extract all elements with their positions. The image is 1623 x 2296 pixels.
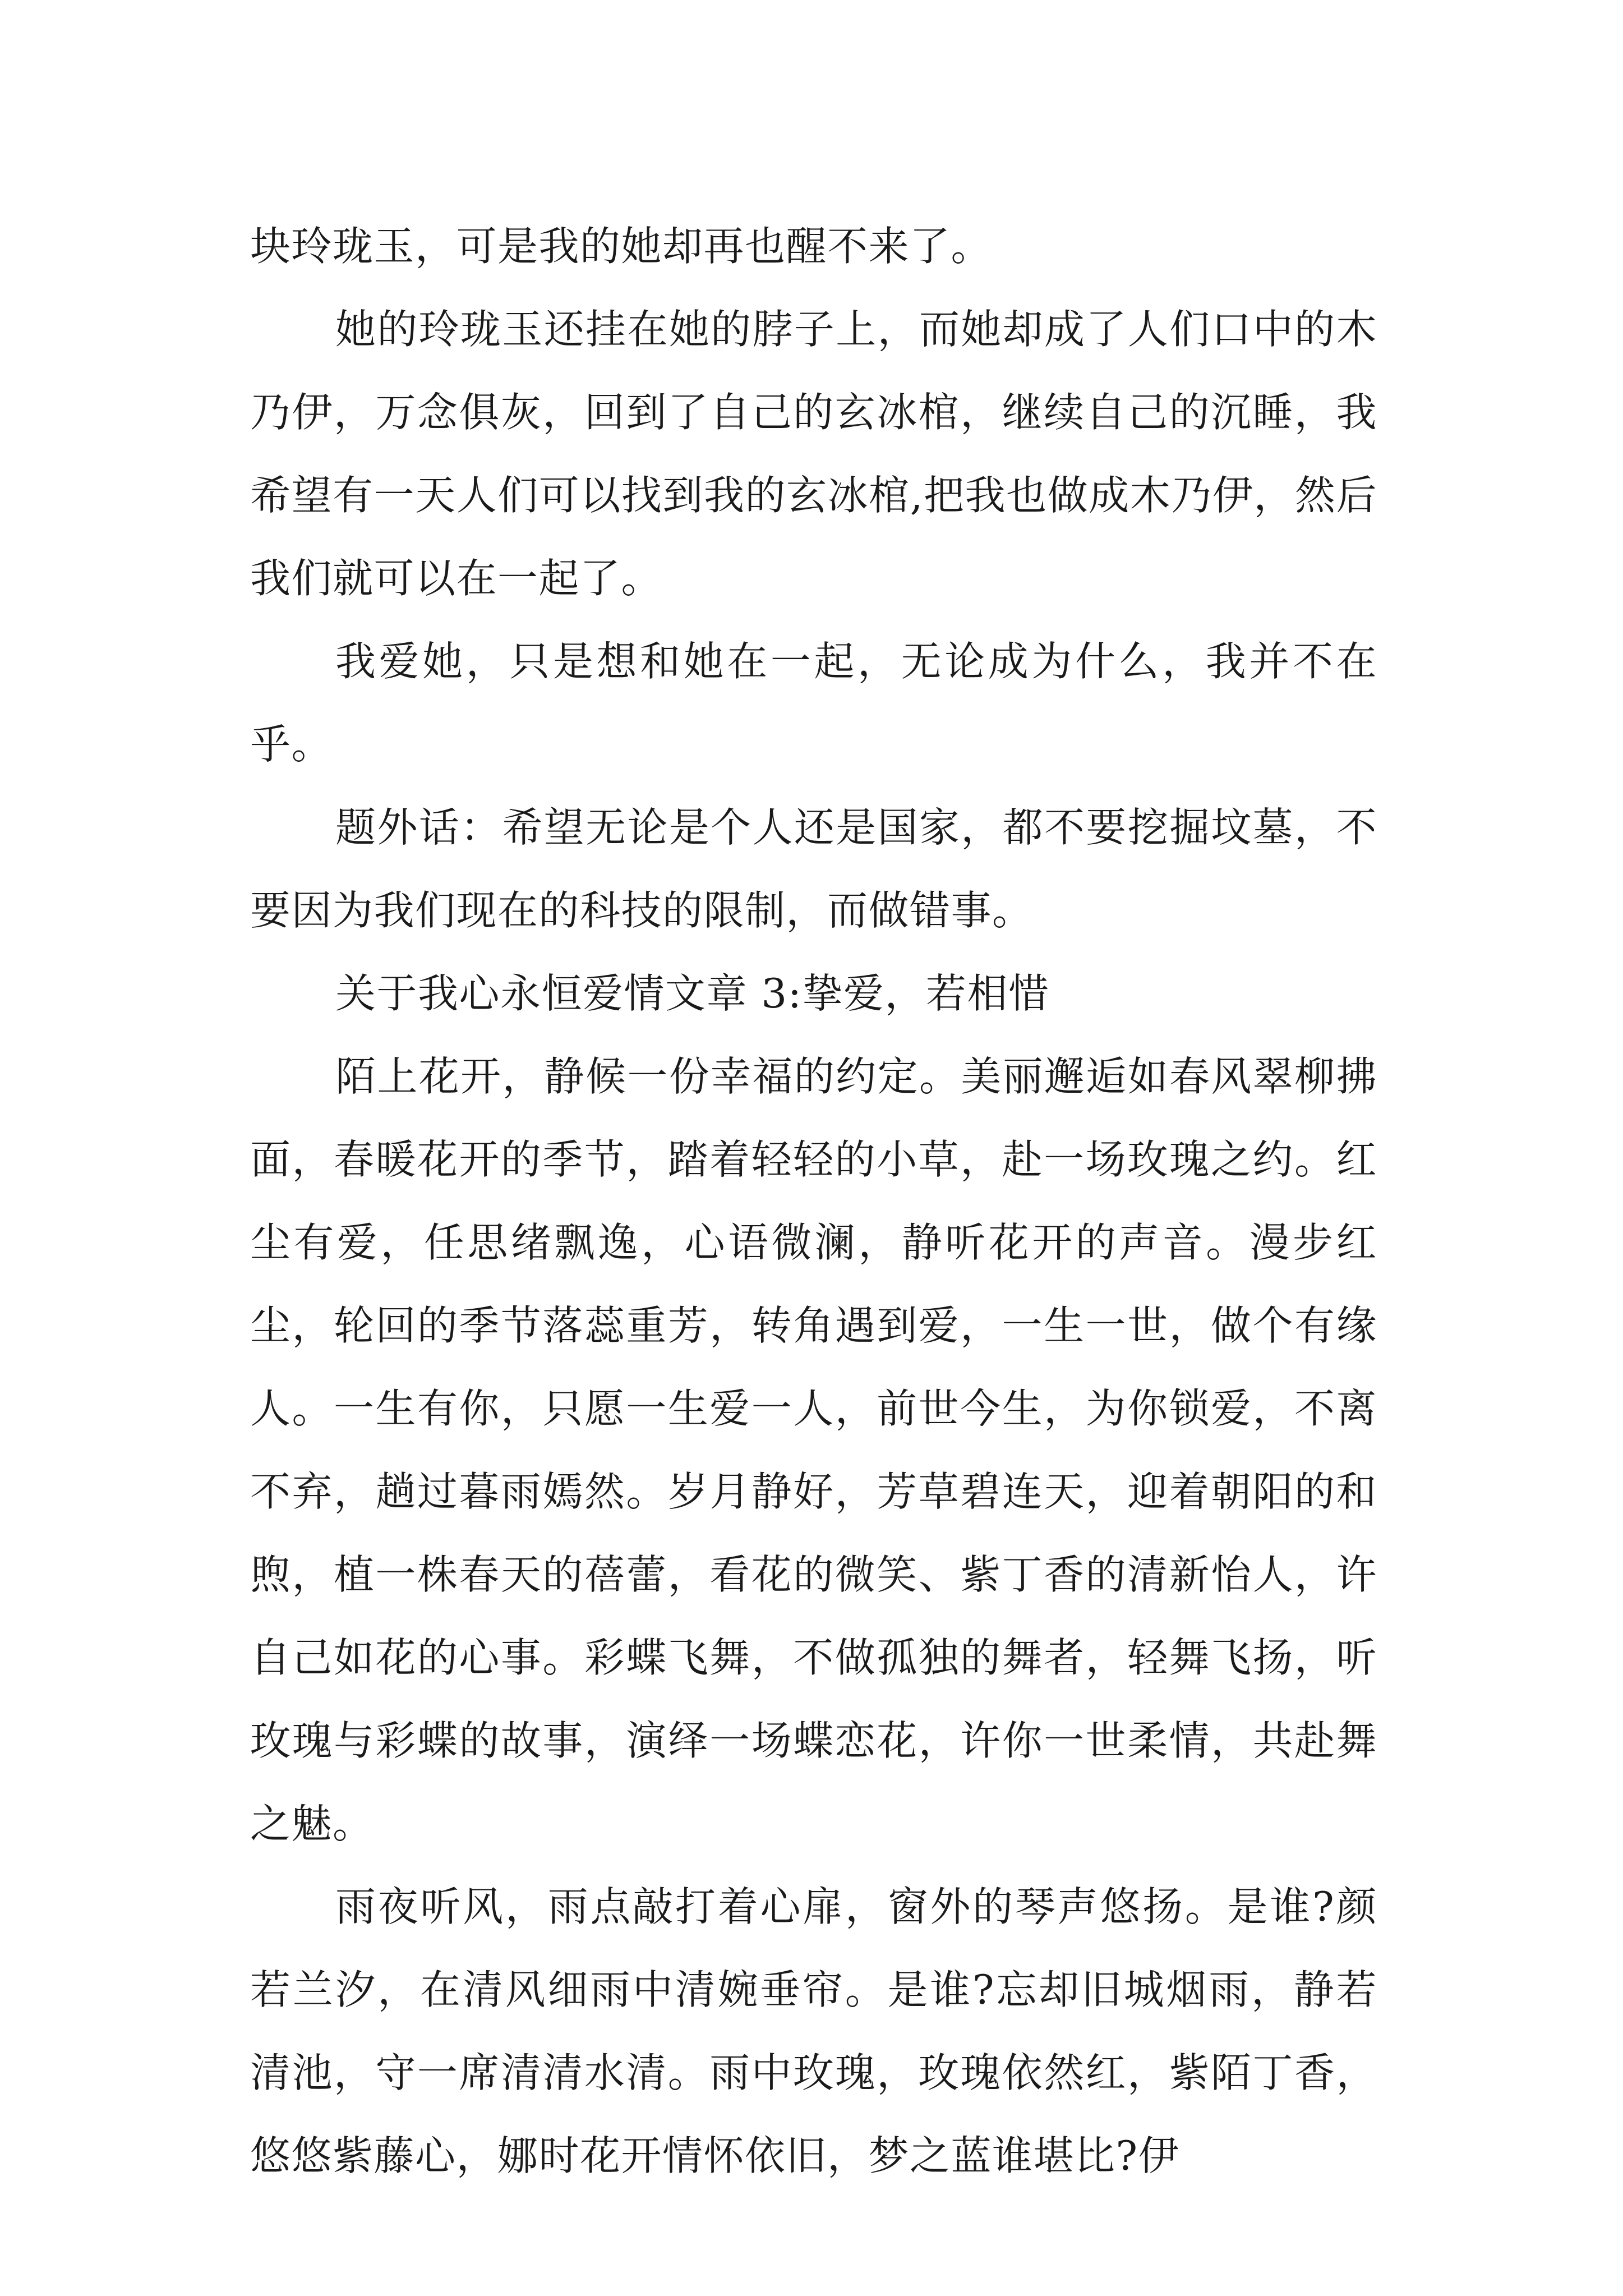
paragraph-rain: 雨夜听风，雨点敲打着心扉，窗外的琴声悠扬。是谁?颜若兰汐，在清风细雨中清婉垂帘。是谁?忘却旧城烟雨，静若清池，守一席清清水清。雨中玫瑰，玫瑰依然红，紫陌丁香，悠悠紫藤心，娜时花开情怀依旧，梦之蓝谁堪比?伊 [250, 1883, 1377, 2179]
document-body [250, 205, 1377, 2197]
paragraph-mummy: 她的玲珑玉还挂在她的脖子上，而她却成了人们口中的木乃伊，万念俱灰，回到了自己的玄冰棺，继续自己的沉睡，我希望有一天人们可以找到我的玄冰棺,把我也做成木乃伊，然后我们就可以在一起了。 [250, 306, 1377, 602]
paragraph-love: 我爱她，只是想和她在一起，无论成为什么，我并不在乎。 [250, 638, 1377, 768]
section-heading: 关于我心永恒爱情文章 3:挚爱，若相惜 [335, 970, 1050, 1017]
paragraph-afterword: 题外话：希望无论是个人还是国家，都不要挖掘坟墓，不要因为我们现在的科技的限制，而做错事。 [250, 804, 1377, 934]
paragraph-continuation: 块玲珑玉，可是我的她却再也醒不来了。 [250, 223, 993, 270]
paragraph-flowers: 陌上花开，静候一份幸福的约定。美丽邂逅如春风翠柳拂面，春暖花开的季节，踏着轻轻的小草，赴一场玫瑰之约。红尘有爱，任思绪飘逸，心语微澜，静听花开的声音。漫步红尘，轮回的季节落蕊重芳，转角遇到爱，一生一世，做个有缘人。一生有你，只愿一生爱一人，前世今生，为你锁爱，不离不弃，趟过暮雨嫣然。岁月静好，芳草碧连天，迎着朝阳的和煦，植一株春天的蓓蕾，看花的微笑、紫丁香的清新怡人，许自己如花的心事。彩蝶飞舞，不做孤独的舞者，轻舞飞扬，听玫瑰与彩蝶的故事，演绎一场蝶恋花，许你一世柔情，共赴舞之魅。 [250, 1053, 1377, 1847]
